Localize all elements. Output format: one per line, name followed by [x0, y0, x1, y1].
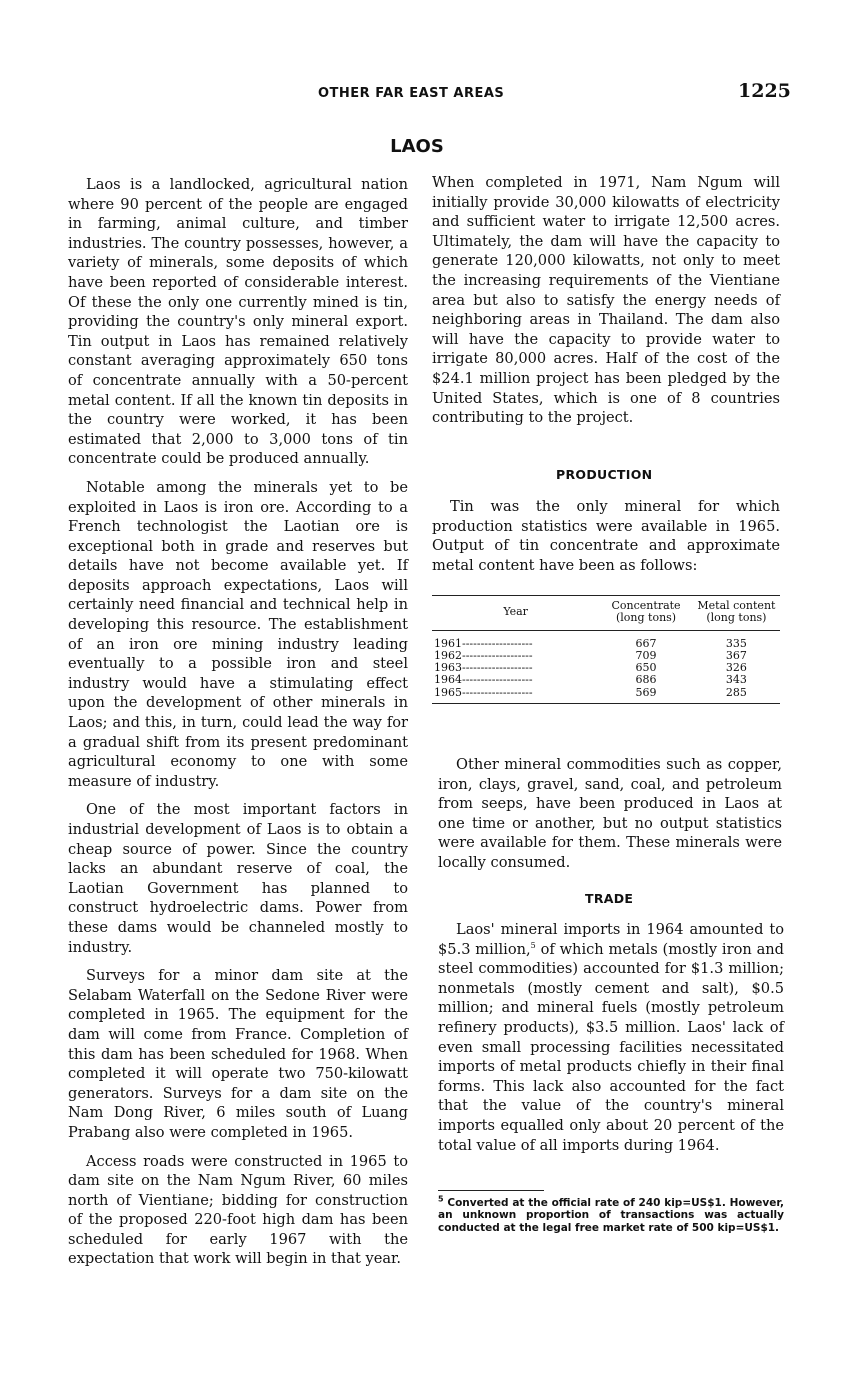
page-title: LAOS — [390, 136, 444, 157]
paragraph-intro: Laos is a landlocked, agricultural nation where 90 percent of the people are engaged in farming, animal culture, and timber industries. The country possesses, however, a variety of minerals, some deposits of which have been reported of considerable interest. Of these the only one currently mined is tin, providing the country's only mineral export. Tin output in Laos has remained relatively constant averaging approximately 650 tons of concentrate annually with a 50-percent metal content. If all the known tin deposits in the country were worked, it has been estimated that 2,000 to 3,000 tons of tin concentrate could be produced annually. — [68, 176, 408, 468]
row-concentrate: 650 — [635, 661, 657, 675]
row-metal: 367 — [725, 648, 747, 662]
row-year: 1965 — [434, 685, 462, 699]
trade-text-start: Laos' mineral imports in 1964 amounted to $5.3 million, — [438, 921, 784, 958]
table-header-row — [432, 596, 780, 631]
other-minerals-section — [438, 755, 782, 882]
footnote-text: Converted at the official rate of 240 kip=US$1. However, an unknown proportion of transactions was actually conducted at the legal free market rate of 500 kip=US$1. — [438, 1197, 784, 1234]
right-column-intro — [432, 173, 780, 437]
row-year: 1964 — [434, 673, 462, 687]
heading-trade: TRADE — [585, 891, 634, 906]
row-metal: 285 — [725, 685, 747, 699]
production-section — [432, 497, 780, 584]
heading-production: PRODUCTION — [556, 467, 653, 482]
header-metal-content: Metal content (long tons) — [697, 599, 776, 625]
row-metal: 326 — [725, 661, 747, 675]
trade-text-rest: of which metals (mostly iron and steel commodities) accounted for $1.3 million; nonmetals (mostly cement and salt), $0.5 million; and mineral fuels (mostly petroleum refinery products), $3.5 million. Laos' lack of even small processing facilities necessitated imports of metal products chiefly in their final forms. This lack also accounted for the fact that the value of the country's mineral imports equalled only about 20 percent of the total value of all imports during 1964. — [438, 940, 785, 1154]
production-table — [432, 595, 780, 704]
paragraph-iron-ore: Notable among the minerals yet to be exploited in Laos is iron ore. According to a French technologist the Laotian ore is exceptional both in grade and reserves but details have not become available yet. If deposits approach expectations, Laos will certainly need financial and technical help in developing this resource. The establishment of an iron ore mining industry leading eventually to a possible iron and steel industry would have a stimulating effect upon the development of other minerals in Laos; and this, in turn, could lead the way for a gradual shift from its present predominant agricultural economy to one with some measure of industry. — [68, 478, 408, 790]
paragraph-trade — [438, 920, 784, 1155]
row-metal: 343 — [725, 673, 747, 687]
row-concentrate: 686 — [635, 673, 657, 687]
header-concentrate: Concentrate (long tons) — [611, 599, 681, 625]
page-number: 1225 — [738, 80, 791, 102]
paragraph-access-roads: Access roads were constructed in 1965 to dam site on the Nam Ngum River, 60 miles north of Vientiane; bidding for construction of the proposed 220-foot high dam has been scheduled for early 1967 with the expectation that work will begin in that year. — [68, 1152, 408, 1268]
dot-leader: ------------------- — [462, 673, 533, 687]
dot-leader: ------------------- — [462, 636, 533, 650]
footnote-ref: 5 — [530, 940, 536, 950]
paragraph-other-minerals: Other mineral commodities such as copper, iron, clays, gravel, sand, coal, and petroleum from seeps, have been produced in Laos at one time or another, but no output statistics were available for them. These minerals were locally consumed. — [438, 756, 782, 871]
table-row — [432, 630, 780, 650]
footnote-mark: 5 — [438, 1194, 444, 1204]
header-year: Year — [503, 605, 528, 619]
footnote — [438, 1194, 784, 1234]
trade-section — [438, 920, 784, 1164]
row-year: 1962 — [434, 648, 462, 662]
dot-leader: ------------------- — [462, 648, 533, 662]
dot-leader: ------------------- — [462, 661, 533, 675]
left-column — [68, 175, 408, 1278]
dot-leader: ------------------- — [462, 685, 533, 699]
row-concentrate: 667 — [635, 636, 657, 650]
running-head: OTHER FAR EAST AREAS — [318, 86, 505, 101]
footnote-divider — [438, 1190, 544, 1191]
row-year: 1961 — [434, 636, 462, 650]
table-row — [432, 687, 780, 704]
paragraph-production: Tin was the only mineral for which production statistics were available in 1965. Output of tin concentrate and approximate metal content have been as follows: — [432, 498, 780, 574]
paragraph-power: One of the most important factors in industrial development of Laos is to obtain a cheap source of power. Since the country lacks an abundant reserve of coal, the Laotian Government has planned to construct hydroelectric dams. Power from these dams would be channeled mostly to industry. — [68, 801, 408, 956]
paragraph-dam-surveys: Surveys for a minor dam site at the Selabam Waterfall on the Sedone River were completed in 1965. The equipment for the dam will come from France. Completion of this dam has been scheduled for 1968. When completed it will operate two 750-kilowatt generators. Surveys for a dam site on the Nam Dong River, 6 miles south of Luang Prabang also were completed in 1965. — [68, 967, 408, 1141]
row-concentrate: 569 — [635, 685, 657, 699]
row-concentrate: 709 — [635, 648, 657, 662]
paragraph-nam-ngum: When completed in 1971, Nam Ngum will initially provide 30,000 kilowatts of electricity and sufficient water to irrigate 12,500 acres. Ultimately, the dam will have the capacity to generate 120,000 kilowatts, not only to meet the increasing requirements of the Vientiane area but also to satisfy the energy needs of neighboring areas in Thailand. The dam also will have the capacity to provide water to irrigate 80,000 acres. Half of the cost of the $24.1 million project has been pledged by the United States, which is one of 8 countries contributing to the project. — [432, 174, 780, 427]
row-year: 1963 — [434, 661, 462, 675]
row-metal: 335 — [725, 636, 747, 650]
